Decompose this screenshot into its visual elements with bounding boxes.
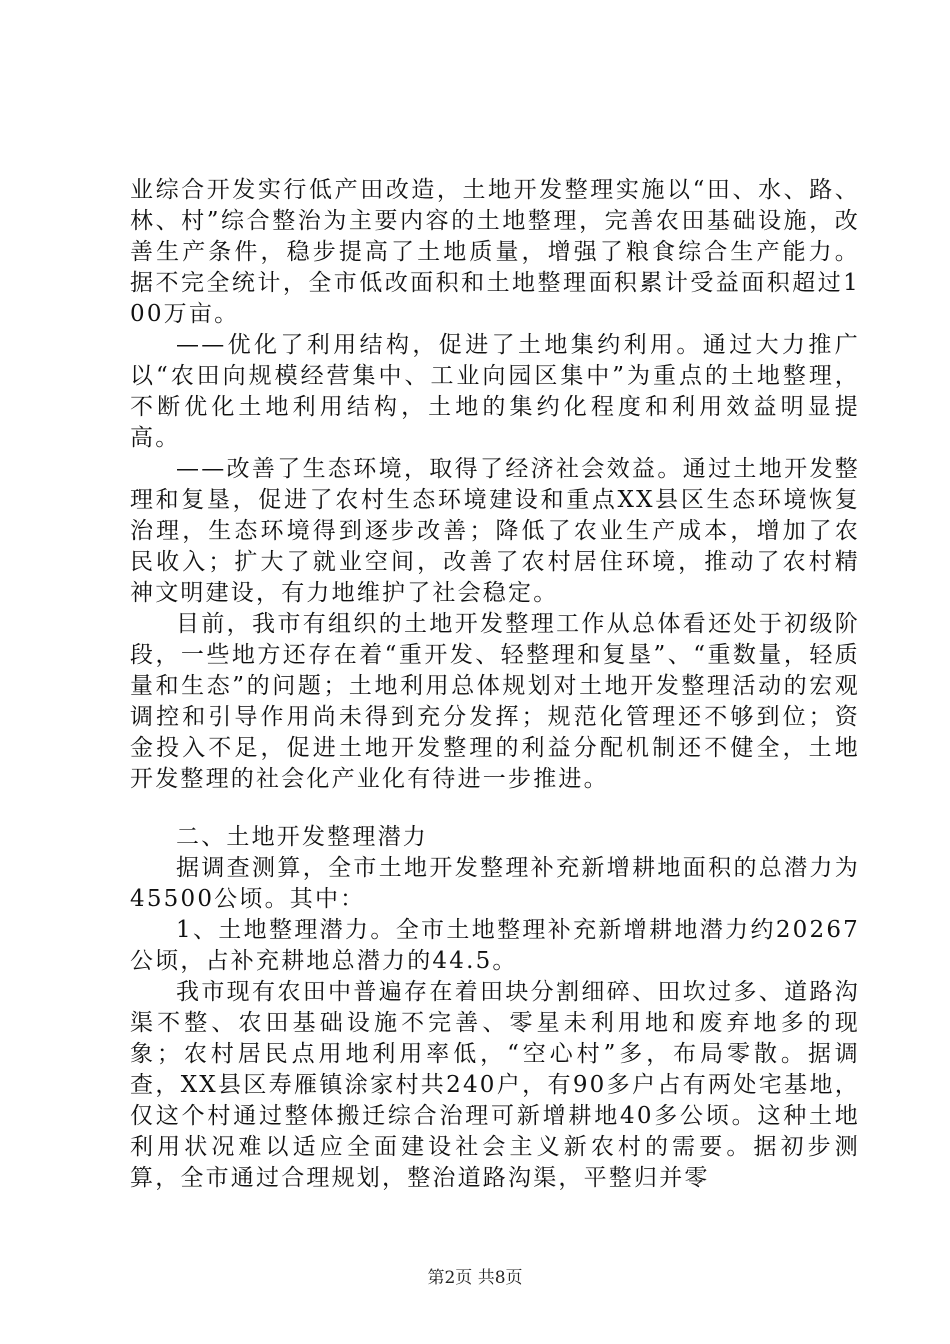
paragraph-continuation: 业综合开发实行低产田改造，土地开发整理实施以“田、水、路、林、村”综合整治为主要内容的土地整理，完善农田基础设施，改善生产条件，稳步提高了土地质量，增强了粮食综合生产能力。据不完全统计，全市低改面积和土地整理面积累计受益面积超过100万亩。 xyxy=(130,177,860,327)
paragraph-current-status: 目前，我市有组织的土地开发整理工作从总体看还处于初级阶段，一些地方还存在着“重开发、轻整理和复垦”、“重数量，轻质量和生态”的问题；土地利用总体规划对土地开发整理活动的宏观调控和引导作用尚未得到充分发挥；规范化管理还不够到位；资金投入不足，促进土地开发整理的利益分配机制还不健全，土地开发整理的社会化产业化有待进一步推进。 xyxy=(130,611,860,792)
section-heading: 二、土地开发整理潜力 xyxy=(176,824,428,850)
paragraph-optimize-structure: ——优化了利用结构，促进了土地集约利用。通过大力推广以“农田向规模经营集中、工业向园区集中”为重点的土地整理，不断优化土地利用结构，土地的集约化程度和利用效益明显提高。 xyxy=(130,332,860,451)
paragraph-ecology: ——改善了生态环境，取得了经济社会效益。通过土地开发整理和复垦，促进了农村生态环境建设和重点XX县区生态环境恢复治理，生态环境得到逐步改善；降低了农业生产成本，增加了农民收入；扩大了就业空间，改善了农村居住环境，推动了农村精神文明建设，有力地维护了社会稳定。 xyxy=(130,456,860,606)
page-footer: 第2页 共8页 xyxy=(427,1268,523,1288)
document-body xyxy=(130,175,860,1194)
paragraph-farmland-situation: 我市现有农田中普遍存在着田块分割细碎、田坎过多、道路沟渠不整、农田基础设施不完善、零星未利用地和废弃地多的现象；农村居民点用地利用率低，“空心村”多，布局零散。据调查，XX县区寿雁镇涂家村共240户，有90多户占有两处宅基地，仅这个村通过整体搬迁综合治理可新增耕地40多公顷。这种土地利用状况难以适应全面建设社会主义新农村的需要。据初步测算，全市通过合理规划，整治道路沟渠，平整归并零 xyxy=(130,979,860,1191)
paragraph-land-consolidation-potential: 1、土地整理潜力。全市土地整理补充新增耕地潜力约20267公顷，占补充耕地总潜力的44.5。 xyxy=(130,917,860,974)
paragraph-total-potential: 据调查测算，全市土地开发整理补充新增耕地面积的总潜力为45500公顷。其中： xyxy=(130,855,860,912)
